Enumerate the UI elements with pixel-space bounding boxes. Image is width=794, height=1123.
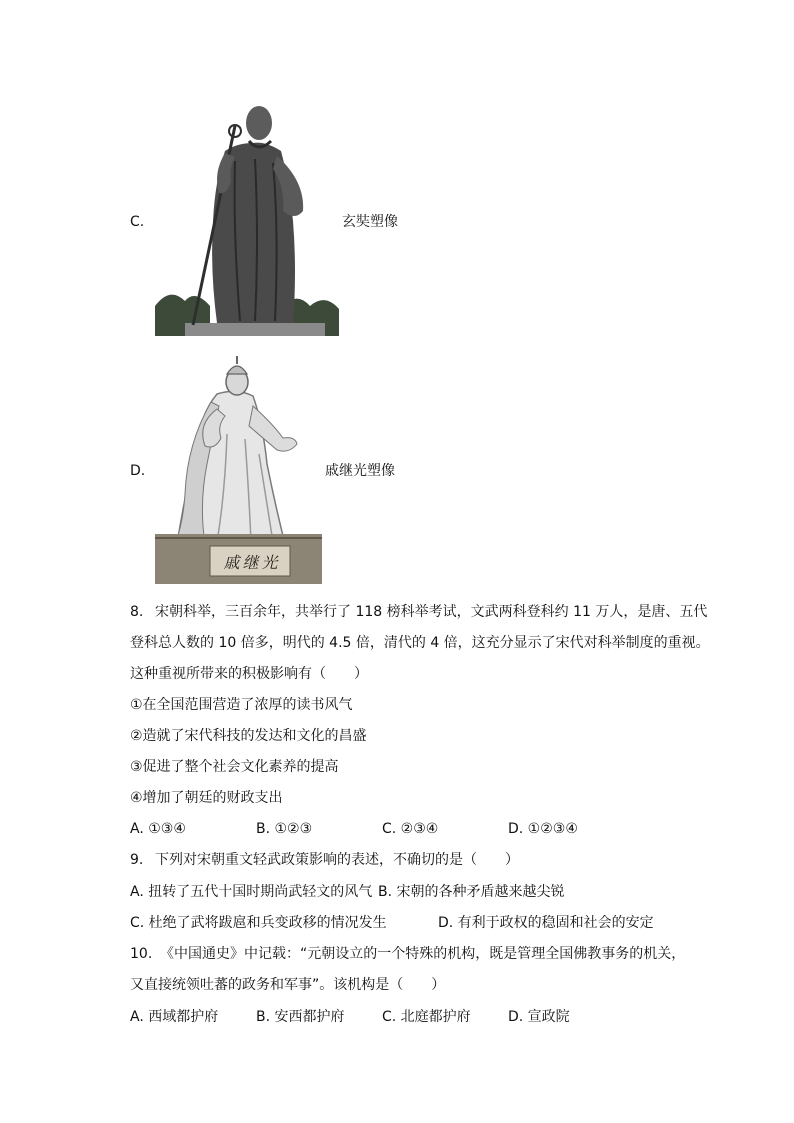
- question-8-item-4: ④增加了朝廷的财政支出: [130, 790, 283, 806]
- option-c-label: C.: [130, 214, 145, 230]
- question-10-stem-line2: 又直接统领吐蕃的政务和军事”。该机构是（ ）: [130, 977, 446, 993]
- question-8-choice-c[interactable]: C. ②③④: [382, 821, 439, 837]
- question-10-number: 10.: [130, 946, 153, 962]
- question-9-choice-a[interactable]: A. 扭转了五代十国时期尚武轻文的风气: [130, 884, 373, 900]
- question-8-stem-line1: 宋朝科举，三百余年，共举行了 118 榜科举考试，文武两科登科约 11 万人，是唐、五代: [155, 604, 708, 620]
- xuanzang-statue-illustration: [155, 101, 339, 336]
- xuanzang-statue-image: [155, 101, 339, 336]
- question-8-stem-line2: 登科总人数的 10 倍多，明代的 4.5 倍，清代的 4 倍，这充分显示了宋代对科举制度的重视。: [130, 635, 710, 651]
- question-9-stem: 下列对宋朝重文轻武政策影响的表述，不确切的是（ ）: [155, 852, 519, 868]
- question-10-choice-b[interactable]: B. 安西都护府: [256, 1009, 345, 1025]
- option-d-label: D.: [130, 463, 146, 479]
- question-8-item-3: ③促进了整个社会文化素养的提高: [130, 759, 339, 775]
- question-8-item-2: ②造就了宋代科技的发达和文化的昌盛: [130, 728, 367, 744]
- option-c-caption: 玄奘塑像: [342, 214, 398, 230]
- question-8-item-1: ①在全国范围营造了浓厚的读书风气: [130, 697, 353, 713]
- qi-jiguang-statue-image: [155, 354, 322, 584]
- question-9-number: 9.: [130, 852, 144, 868]
- question-10-choice-c[interactable]: C. 北庭都护府: [382, 1009, 471, 1025]
- question-10-choice-d[interactable]: D. 宣政院: [508, 1009, 570, 1025]
- question-8-choice-b[interactable]: B. ①②③: [256, 821, 313, 837]
- question-10-stem-line1: 《中国通史》中记载：“元朝设立的一个特殊的机构，既是管理全国佛教事务的机关，: [160, 946, 686, 962]
- question-9-choice-c[interactable]: C. 杜绝了武将跋扈和兵变政移的情况发生: [130, 915, 387, 931]
- question-9-choice-b[interactable]: B. 宋朝的各种矛盾越来越尖锐: [378, 884, 565, 900]
- question-8-number: 8.: [130, 604, 144, 620]
- option-d-caption: 戚继光塑像: [325, 463, 395, 479]
- question-8-stem-line3: 这种重视所带来的积极影响有（ ）: [130, 666, 368, 682]
- question-8-choice-a[interactable]: A. ①③④: [130, 821, 186, 837]
- plinth-inscription: 戚继光: [223, 553, 281, 572]
- question-8-choice-d[interactable]: D. ①②③④: [508, 821, 578, 837]
- question-10-choice-a[interactable]: A. 西域都护府: [130, 1009, 219, 1025]
- question-9-choice-d[interactable]: D. 有利于政权的稳固和社会的安定: [438, 915, 654, 931]
